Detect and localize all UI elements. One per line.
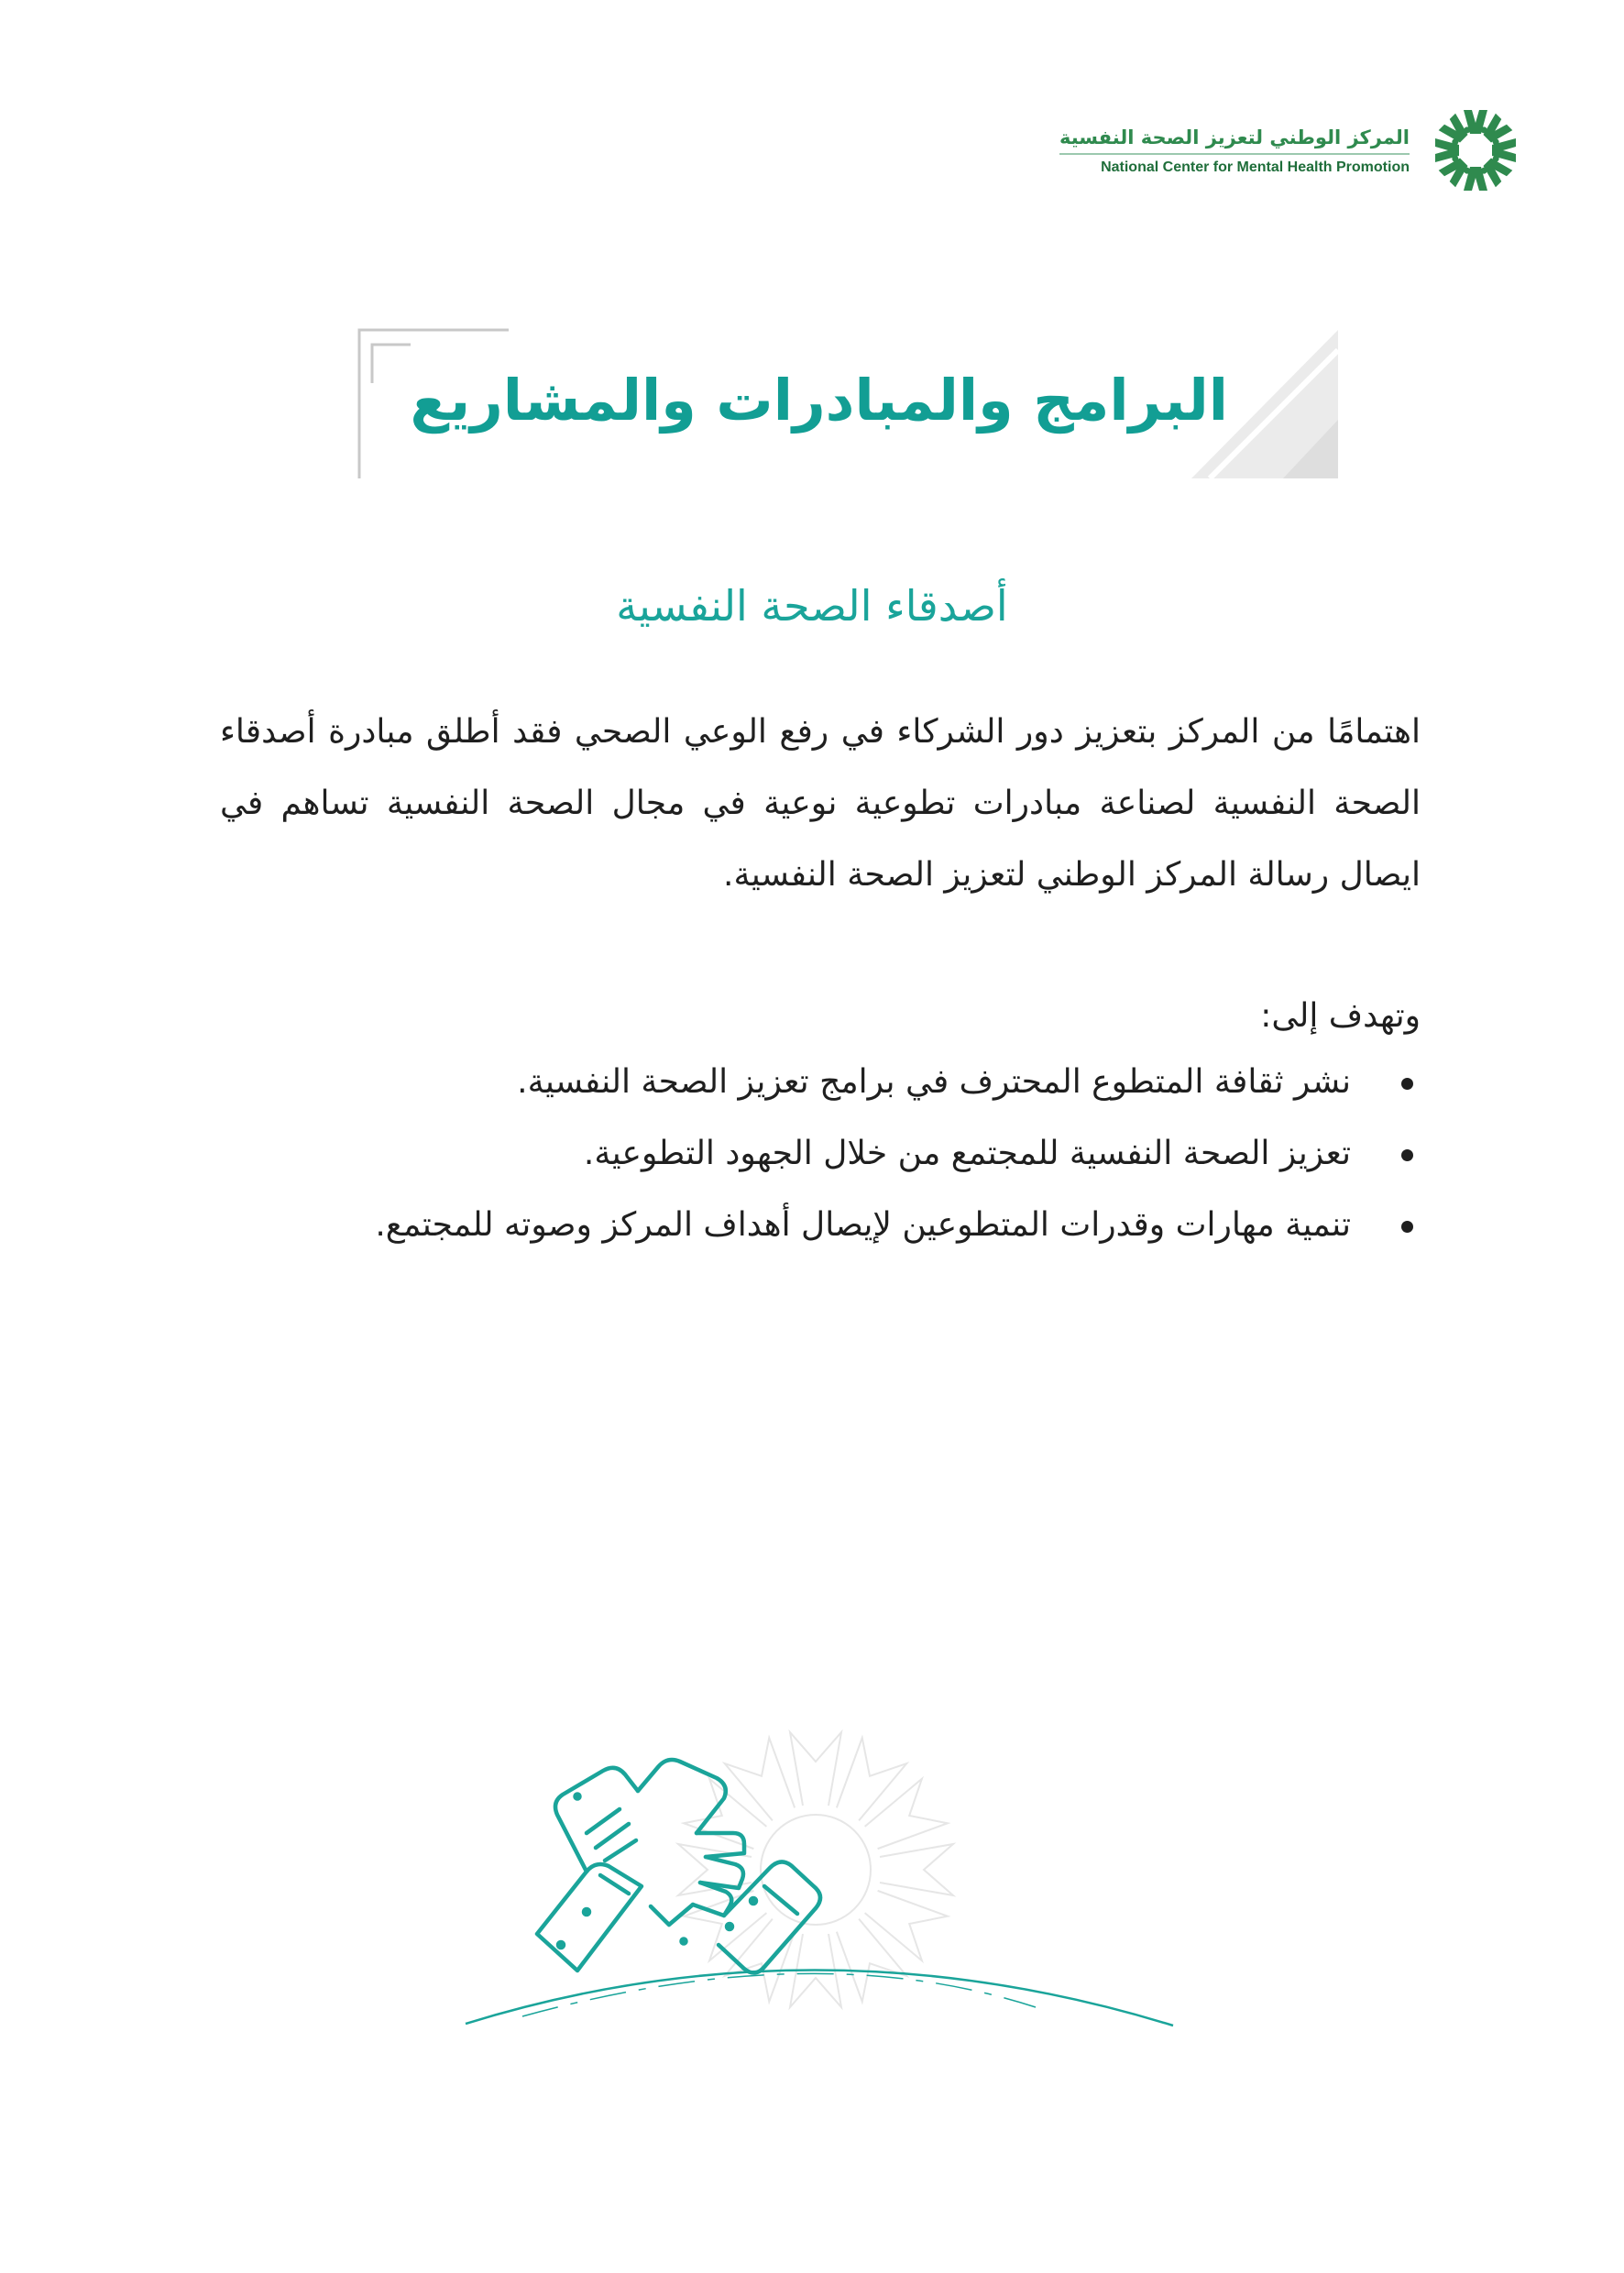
list-item <box>220 1118 1421 1190</box>
list-item <box>220 1190 1421 1261</box>
logo-divider <box>1059 153 1410 155</box>
logo-english-name: National Center for Mental Health Promotion <box>1101 159 1410 175</box>
goal-text: تنمية مهارات وقدرات المتطوعين لإيصال أهداف المركز وصوته للمجتمع. <box>375 1206 1351 1244</box>
logo-text <box>1059 125 1410 177</box>
logo-arabic-name: المركز الوطني لتعزيز الصحة النفسية <box>1059 126 1410 148</box>
bullet-icon <box>1401 1149 1413 1161</box>
goals-list <box>220 1047 1421 1261</box>
bullet-icon <box>1401 1221 1413 1233</box>
goal-text: نشر ثقافة المتطوع المحترف في برامج تعزيز الصحة النفسية. <box>517 1063 1351 1101</box>
goal-text: تعزيز الصحة النفسية للمجتمع من خلال الجهود التطوعية. <box>583 1135 1351 1172</box>
page-title: البرامج والمبادرات والمشاريع <box>410 367 1228 434</box>
handshake-icon <box>449 1696 1182 2044</box>
center-logo <box>1059 103 1523 198</box>
title-banner <box>357 328 1338 480</box>
green-starburst-logo-icon <box>1428 103 1523 198</box>
bullet-icon <box>1401 1078 1413 1090</box>
list-item <box>220 1047 1421 1118</box>
intro-paragraph-text: اهتمامًا من المركز بتعزيز دور الشركاء في رفع الوعي الصحي فقد أطلق مبادرة أصدقاء الصحة النفسية لصناعة مبادرات تطوعية نوعية في مجال الصحة النفسية تساهم في ايصال رسالة المركز الوطني لتعزيز الصحة النفسية. <box>220 713 1421 894</box>
section-title: أصدقاء الصحة النفسية <box>616 581 1008 631</box>
goals-lead: وتهدف إلى: <box>1260 997 1421 1035</box>
intro-paragraph <box>220 697 1421 911</box>
